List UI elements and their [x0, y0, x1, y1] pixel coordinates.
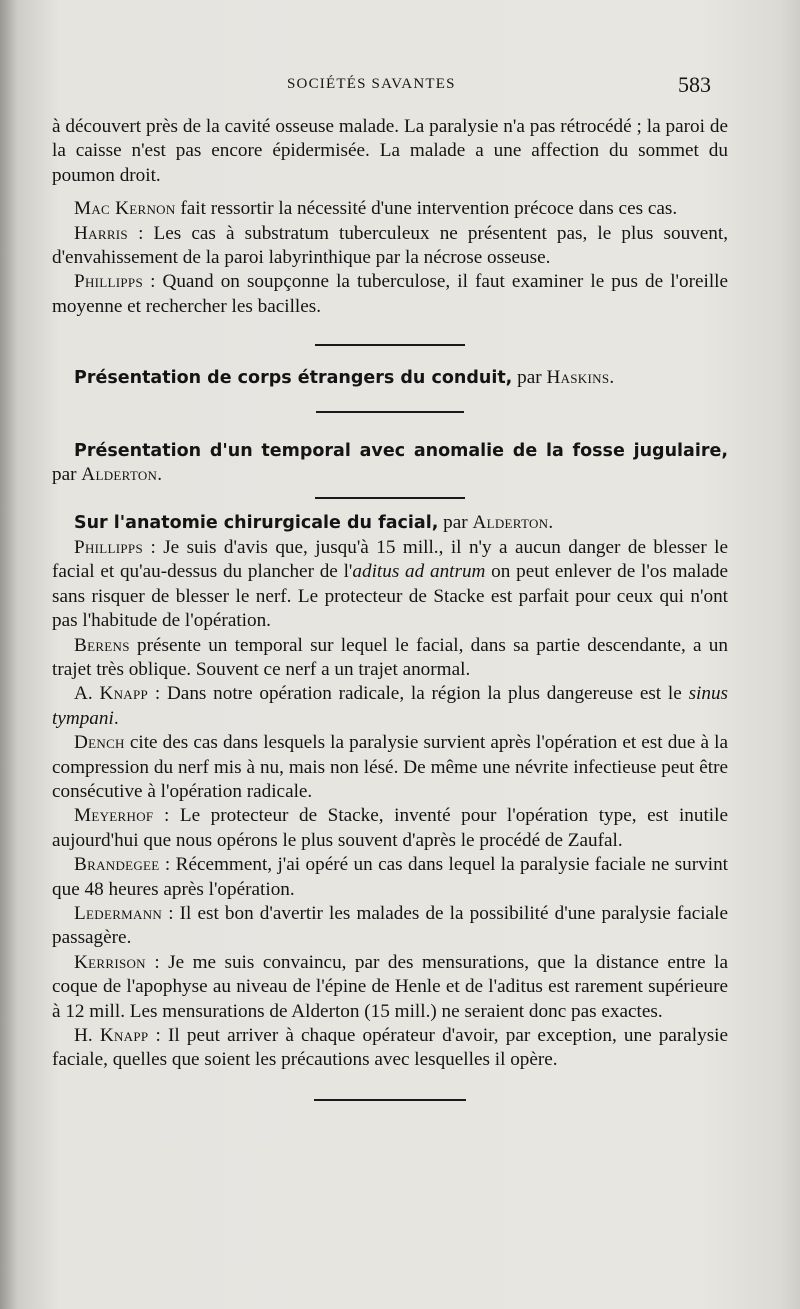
- section-divider: [316, 411, 464, 413]
- page-number: 583: [678, 72, 711, 97]
- speaker-name: Meyerhof: [74, 805, 154, 827]
- paragraph-kerrison: Kerrison : Je me suis convaincu, par des mensurations, que la distance entre la coque de l'apophyse au niveau de l'épine de Henle et de l'aditus est rarement supérieure à 12 mill. Les mensurations de Alderton (15 mill.) ne seraient donc pas exactes.: [52, 951, 728, 1022]
- paragraph-brandegee: Brandegee : Récemment, j'ai opéré un cas dans lequel la paralysie faciale ne survint que 48 heures après l'opération.: [52, 854, 728, 900]
- paragraph-dench: Dench cite des cas dans lesquels la paralysie survient après l'opération et est due à la compression du nerf mis à nu, mais non lésé. De même une névrite infectieuse peut être consécutive à l'opération radicale.: [52, 732, 728, 802]
- speaker-name: Berens: [74, 634, 130, 656]
- heading-alderton-temporal: Présentation d'un temporal avec anomalie de la fosse jugulaire, par Alderton.: [52, 440, 728, 486]
- section-divider: [315, 344, 465, 346]
- paragraph-harris: Harris : Les cas à substratum tuberculeux ne présentent pas, le plus souvent, d'envahissement de la paroi labyrinthique par la nécrose osseuse.: [52, 222, 728, 269]
- speaker-name: Dench: [74, 732, 125, 754]
- speaker-name: Ledermann: [74, 902, 163, 924]
- paragraph-h-knapp: H. Knapp : Il peut arriver à chaque opérateur d'avoir, par exception, une paralysie faciale, quelles que soient les précautions avec lesquelles il opère.: [52, 1025, 729, 1071]
- speaker-name: Knapp: [99, 683, 149, 705]
- page-body: [52, 115, 728, 1101]
- speaker-name: Kerrison: [74, 951, 146, 973]
- paragraph-phillipps: Phillipps : Quand on soupçonne la tuberculose, il faut examiner le pus de l'oreille moyenne et rechercher les bacilles.: [52, 271, 728, 317]
- heading-haskins: Présentation de corps étrangers du conduit, par Haskins.: [74, 367, 615, 389]
- paragraph-berens: Berens présente un temporal sur lequel le facial, dans sa partie descendante, a un trajet très oblique. Souvent ce nerf a un trajet anormal.: [52, 634, 728, 680]
- speaker-name: Phillipps: [74, 536, 143, 558]
- speaker-name: Harris: [74, 222, 128, 244]
- speaker-name: Brandegee: [74, 854, 160, 876]
- heading-alderton-facial: Sur l'anatomie chirurgicale du facial, par Alderton.: [74, 512, 554, 534]
- speaker-name: Phillipps: [74, 271, 143, 293]
- speaker-name: Mac Kernon: [74, 198, 176, 220]
- speaker-name: Knapp: [99, 1025, 149, 1046]
- paragraph-meyerhof: Meyerhof : Le protecteur de Stacke, inventé pour l'opération type, est inutile aujourd'hui que nous opérons le plus souvent d'après le procédé de Zaufal.: [52, 805, 728, 851]
- paragraph-a-knapp: A. Knapp : Dans notre opération radicale, la région la plus dangereuse est le sinus tympani.: [52, 683, 729, 729]
- paragraph-ledermann: Ledermann : Il est bon d'avertir les malades de la possibilité d'une paralysie faciale passagère.: [52, 902, 728, 949]
- running-title: SOCIÉTÉS SAVANTES: [287, 76, 456, 92]
- paragraph-1: à découvert près de la cavité osseuse malade. La paralysie n'a pas rétrocédé ; la paroi de la caisse n'est pas encore épidermisée. La malade a une affection du sommet du poumon droit.: [52, 116, 728, 186]
- section-divider: [314, 1099, 466, 1101]
- page-header: [0, 70, 800, 100]
- section-divider: [315, 497, 465, 499]
- paragraph-mac-kernon: Mac Kernon fait ressortir la nécessité d'une intervention précoce dans ces cas.: [74, 198, 678, 220]
- paragraph-phillipps-2: Phillipps : Je suis d'avis que, jusqu'à 15 mill., il n'y a aucun danger de blesser le facial et qu'au-dessus du plancher de l'aditus ad antrum on peut enlever de l'os malade sans risquer de blesser le nerf. Le protecteur de Stacke est parfait pour ceux qui n'ont pas l'habitude de l'opération.: [52, 536, 728, 632]
